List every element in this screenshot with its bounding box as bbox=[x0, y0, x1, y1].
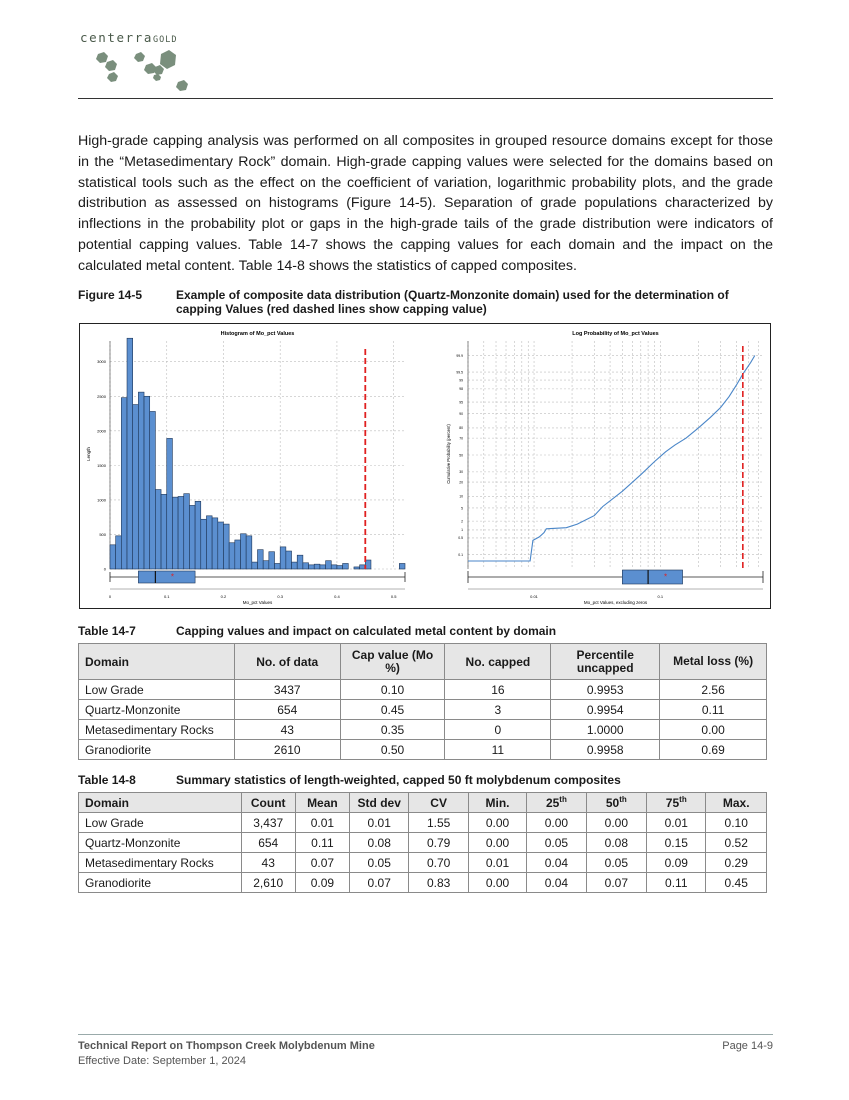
value-cell: 0 bbox=[445, 720, 551, 740]
domain-cell: Granodiorite bbox=[79, 873, 242, 893]
table7-header: Metal loss (%) bbox=[660, 644, 767, 680]
boxplot-mean: * bbox=[170, 572, 174, 582]
value-cell: 0.69 bbox=[660, 740, 767, 760]
histogram-bar bbox=[269, 552, 275, 569]
histogram-bar bbox=[314, 564, 320, 569]
y-tick-label: 50 bbox=[459, 453, 463, 458]
value-cell: 0.07 bbox=[295, 853, 349, 873]
y-tick-label: 80 bbox=[459, 426, 463, 431]
value-cell: 0.01 bbox=[647, 813, 706, 833]
table7-header: No. of data bbox=[234, 644, 340, 680]
value-cell: 0.50 bbox=[340, 740, 445, 760]
value-cell: 0.01 bbox=[468, 853, 526, 873]
y-axis-label: Length bbox=[86, 447, 91, 461]
boxplot-box bbox=[138, 571, 195, 583]
y-tick-label: 20 bbox=[459, 480, 463, 485]
value-cell: 0.07 bbox=[350, 873, 409, 893]
y-axis-label: Cumulative Probability (percent) bbox=[446, 424, 451, 484]
y-tick-label: 99 bbox=[459, 378, 463, 383]
histogram-bar bbox=[161, 494, 167, 569]
histogram-bar bbox=[280, 547, 286, 569]
table8-row bbox=[79, 853, 767, 873]
domain-cell: Metasedimentary Rocks bbox=[79, 853, 242, 873]
table8-row bbox=[79, 873, 767, 893]
x-tick-label: 0.1 bbox=[163, 594, 170, 599]
header-sup: th bbox=[559, 794, 567, 804]
value-cell: 0.9958 bbox=[551, 740, 660, 760]
value-cell: 0.09 bbox=[647, 853, 706, 873]
histogram-bar bbox=[201, 519, 207, 569]
histogram-bar bbox=[218, 522, 224, 569]
histogram-bar bbox=[275, 563, 281, 569]
histogram-bar bbox=[110, 545, 116, 569]
value-cell: 0.08 bbox=[586, 833, 646, 853]
value-cell: 2,610 bbox=[241, 873, 295, 893]
value-cell: 0.11 bbox=[295, 833, 349, 853]
histogram-bar bbox=[223, 524, 229, 569]
x-tick-label: 0.3 bbox=[277, 594, 283, 599]
histogram-bar bbox=[172, 497, 178, 569]
histogram-bar bbox=[337, 566, 343, 569]
value-cell: 1.55 bbox=[409, 813, 468, 833]
domain-cell: Quartz-Monzonite bbox=[79, 833, 242, 853]
footer-report-title: Technical Report on Thompson Creek Molybdenum Mine bbox=[78, 1040, 375, 1052]
table7-row bbox=[79, 720, 767, 740]
histogram-bar bbox=[240, 534, 246, 569]
histogram-bar bbox=[212, 518, 218, 569]
value-cell: 3437 bbox=[234, 680, 340, 700]
value-cell: 654 bbox=[241, 833, 295, 853]
x-tick-label: 0.2 bbox=[220, 594, 227, 599]
value-cell: 0.45 bbox=[706, 873, 767, 893]
y-tick-label: 90 bbox=[459, 412, 463, 417]
y-tick-label: 1 bbox=[461, 528, 463, 533]
capping-values-table bbox=[78, 643, 767, 760]
value-cell: 0.04 bbox=[527, 873, 586, 893]
table7-row bbox=[79, 680, 767, 700]
value-cell: 0.00 bbox=[468, 873, 526, 893]
table7-header: Domain bbox=[79, 644, 235, 680]
histogram-bar bbox=[354, 567, 360, 569]
chart-title: Log Probability of Mo_pct Values bbox=[572, 331, 659, 337]
hexagon-logo-icon bbox=[80, 44, 200, 96]
value-cell: 0.00 bbox=[586, 813, 646, 833]
histogram-bar bbox=[229, 543, 235, 569]
table8-header: Min. bbox=[468, 793, 526, 813]
y-tick-label: 98 bbox=[459, 387, 463, 392]
footer-divider bbox=[78, 1034, 773, 1035]
value-cell: 0.00 bbox=[468, 813, 526, 833]
table8-header: Count bbox=[241, 793, 295, 813]
value-cell: 11 bbox=[445, 740, 551, 760]
histogram-bar bbox=[184, 494, 190, 569]
probability-series-line bbox=[468, 356, 755, 562]
page-number: Page 14-9 bbox=[722, 1040, 773, 1052]
y-tick-label: 0.1 bbox=[458, 552, 463, 557]
table8-header: CV bbox=[409, 793, 468, 813]
y-tick-label: 10 bbox=[459, 494, 463, 499]
y-tick-label: 2000 bbox=[97, 428, 106, 434]
histogram-bar bbox=[246, 536, 252, 569]
x-tick-label: 0 bbox=[108, 594, 112, 599]
table7-number: Table 14-7 bbox=[78, 624, 136, 638]
chart-title: Histogram of Mo_pct Values bbox=[220, 331, 295, 337]
value-cell: 0.83 bbox=[409, 873, 468, 893]
log-probability-chart bbox=[446, 331, 763, 605]
histogram-bar bbox=[116, 536, 122, 569]
domain-cell: Granodiorite bbox=[79, 740, 235, 760]
histogram-bar bbox=[263, 561, 269, 569]
table8-header: Max. bbox=[706, 793, 767, 813]
figure-charts bbox=[80, 324, 770, 608]
logo-suffix: GOLD bbox=[153, 35, 178, 45]
histogram-bar bbox=[178, 496, 184, 569]
histogram-bar bbox=[303, 563, 309, 569]
histogram-bar bbox=[309, 565, 315, 569]
histogram-bar bbox=[258, 550, 264, 569]
value-cell: 43 bbox=[241, 853, 295, 873]
value-cell: 0.00 bbox=[527, 813, 586, 833]
y-tick-label: 1500 bbox=[97, 462, 106, 468]
value-cell: 0.9953 bbox=[551, 680, 660, 700]
table8-caption-text: Summary statistics of length-weighted, capped 50 ft molybdenum composites bbox=[176, 773, 621, 787]
y-tick-label: 30 bbox=[459, 470, 463, 475]
domain-cell: Quartz-Monzonite bbox=[79, 700, 235, 720]
histogram-bar bbox=[138, 392, 144, 569]
histogram-bar bbox=[195, 501, 201, 569]
value-cell: 0.05 bbox=[350, 853, 409, 873]
x-tick-label: 0.01 bbox=[530, 594, 538, 599]
histogram-bar bbox=[189, 505, 195, 569]
value-cell: 0.08 bbox=[350, 833, 409, 853]
value-cell: 0.10 bbox=[706, 813, 767, 833]
table8-header: Domain bbox=[79, 793, 242, 813]
value-cell: 0.9954 bbox=[551, 700, 660, 720]
table8-number: Table 14-8 bbox=[78, 773, 136, 787]
histogram-bar bbox=[235, 540, 241, 569]
figure-number: Figure 14-5 bbox=[78, 288, 143, 302]
value-cell: 3 bbox=[445, 700, 551, 720]
figure-panel bbox=[79, 323, 771, 609]
value-cell: 0.70 bbox=[409, 853, 468, 873]
table8-row bbox=[79, 813, 767, 833]
y-tick-label: 70 bbox=[459, 436, 463, 441]
histogram-bar bbox=[292, 562, 298, 569]
value-cell: 0.05 bbox=[586, 853, 646, 873]
y-tick-label: 0.5 bbox=[458, 536, 463, 541]
table7-row bbox=[79, 700, 767, 720]
value-cell: 16 bbox=[445, 680, 551, 700]
domain-cell: Low Grade bbox=[79, 813, 242, 833]
table7-header: Cap value (Mo %) bbox=[340, 644, 445, 680]
header-text: 25 bbox=[545, 795, 560, 810]
header-divider bbox=[78, 98, 773, 99]
boxplot-mean: * bbox=[663, 572, 668, 582]
domain-cell: Low Grade bbox=[79, 680, 235, 700]
table8-header bbox=[586, 793, 646, 813]
value-cell: 0.09 bbox=[295, 873, 349, 893]
histogram-bar bbox=[343, 563, 349, 569]
histogram-bar bbox=[331, 565, 337, 569]
company-logo-text bbox=[80, 30, 178, 45]
table8-row bbox=[79, 833, 767, 853]
y-tick-label: 2 bbox=[461, 519, 463, 524]
y-tick-label: 3000 bbox=[97, 359, 106, 365]
table7-header-row bbox=[79, 644, 767, 680]
value-cell: 0.15 bbox=[647, 833, 706, 853]
summary-statistics-table bbox=[78, 792, 767, 893]
value-cell: 0.05 bbox=[527, 833, 586, 853]
value-cell: 0.11 bbox=[647, 873, 706, 893]
histogram-bar bbox=[320, 565, 326, 569]
value-cell: 0.01 bbox=[295, 813, 349, 833]
histogram-bar bbox=[297, 555, 303, 569]
table8-header: Std dev bbox=[350, 793, 409, 813]
table8-header: Mean bbox=[295, 793, 349, 813]
header-sup: th bbox=[679, 794, 687, 804]
y-tick-label: 99.9 bbox=[456, 353, 463, 358]
value-cell: 2610 bbox=[234, 740, 340, 760]
header-text: 50 bbox=[605, 795, 620, 810]
table7-row bbox=[79, 740, 767, 760]
figure-caption-text: Example of composite data distribution (Quartz-Monzonite domain) used for the determination of capping Values (red dashed lines show capping value) bbox=[176, 288, 729, 316]
value-cell: 0.00 bbox=[468, 833, 526, 853]
y-tick-label: 99.5 bbox=[456, 370, 463, 375]
value-cell: 0.00 bbox=[660, 720, 767, 740]
value-cell: 3,437 bbox=[241, 813, 295, 833]
domain-cell: Metasedimentary Rocks bbox=[79, 720, 235, 740]
histogram-bar bbox=[127, 338, 133, 569]
logo-wordmark: centerra bbox=[80, 30, 154, 45]
table8-header bbox=[527, 793, 586, 813]
value-cell: 0.10 bbox=[340, 680, 445, 700]
value-cell: 0.29 bbox=[706, 853, 767, 873]
histogram-bar bbox=[155, 490, 161, 569]
histogram-bar bbox=[150, 411, 156, 569]
table7-header: Percentile uncapped bbox=[551, 644, 660, 680]
value-cell: 1.0000 bbox=[551, 720, 660, 740]
histogram-bar bbox=[121, 398, 127, 569]
value-cell: 0.52 bbox=[706, 833, 767, 853]
x-axis-label: Mo_pct Values bbox=[242, 600, 273, 605]
histogram-bar bbox=[133, 405, 139, 569]
histogram-bar bbox=[399, 563, 405, 569]
x-tick-label: 0.4 bbox=[334, 594, 340, 599]
value-cell: 0.35 bbox=[340, 720, 445, 740]
boxplot-box bbox=[622, 570, 682, 584]
histogram-bar bbox=[144, 396, 150, 569]
value-cell: 0.11 bbox=[660, 700, 767, 720]
histogram-bar bbox=[252, 562, 258, 569]
value-cell: 43 bbox=[234, 720, 340, 740]
y-tick-label: 5 bbox=[461, 506, 463, 511]
value-cell: 654 bbox=[234, 700, 340, 720]
body-paragraph: High-grade capping analysis was performed on all composites in grouped resource domains except for those in the “Metasedimentary Rock” domain. High-grade capping values were selected for the domains based on statistical tools such as the effect on the coefficient of variation, logarithmic probability plots, and the grade distribution as assessed on histograms (Figure 14-5). Separation of grade populations characterized by inflections in the probability plot or gaps in the high-grade tails of the grade distribution were indicators of potential capping values. Table 14-7 shows the capping values for each domain and the impact on the calculated metal content. Table 14-8 shows the statistics of capped composites. bbox=[78, 133, 773, 274]
table7-header: No. capped bbox=[445, 644, 551, 680]
histogram-bar bbox=[167, 438, 173, 569]
value-cell: 0.01 bbox=[350, 813, 409, 833]
header-sup: th bbox=[619, 794, 627, 804]
y-tick-label: 95 bbox=[459, 400, 463, 405]
table7-caption-text: Capping values and impact on calculated metal content by domain bbox=[176, 624, 557, 638]
value-cell: 0.04 bbox=[527, 853, 586, 873]
value-cell: 0.79 bbox=[409, 833, 468, 853]
footer-effective-date: Effective Date: September 1, 2024 bbox=[78, 1055, 246, 1067]
table8-header-row bbox=[79, 793, 767, 813]
x-tick-label: 0.5 bbox=[390, 594, 397, 599]
histogram-chart bbox=[86, 331, 405, 605]
histogram-bar bbox=[206, 516, 212, 569]
y-tick-label: 0 bbox=[103, 566, 106, 572]
histogram-bar bbox=[326, 561, 332, 569]
table8-header bbox=[647, 793, 706, 813]
y-tick-label: 1000 bbox=[97, 497, 106, 503]
value-cell: 0.07 bbox=[586, 873, 646, 893]
histogram-bar bbox=[286, 551, 292, 569]
header-text: 75 bbox=[665, 795, 680, 810]
value-cell: 0.45 bbox=[340, 700, 445, 720]
y-tick-label: 500 bbox=[99, 531, 106, 537]
y-tick-label: 2500 bbox=[97, 393, 106, 399]
x-axis-label: Mo_pct Values, excluding zeros bbox=[583, 600, 648, 605]
x-tick-label: 0.1 bbox=[657, 594, 664, 599]
value-cell: 2.56 bbox=[660, 680, 767, 700]
